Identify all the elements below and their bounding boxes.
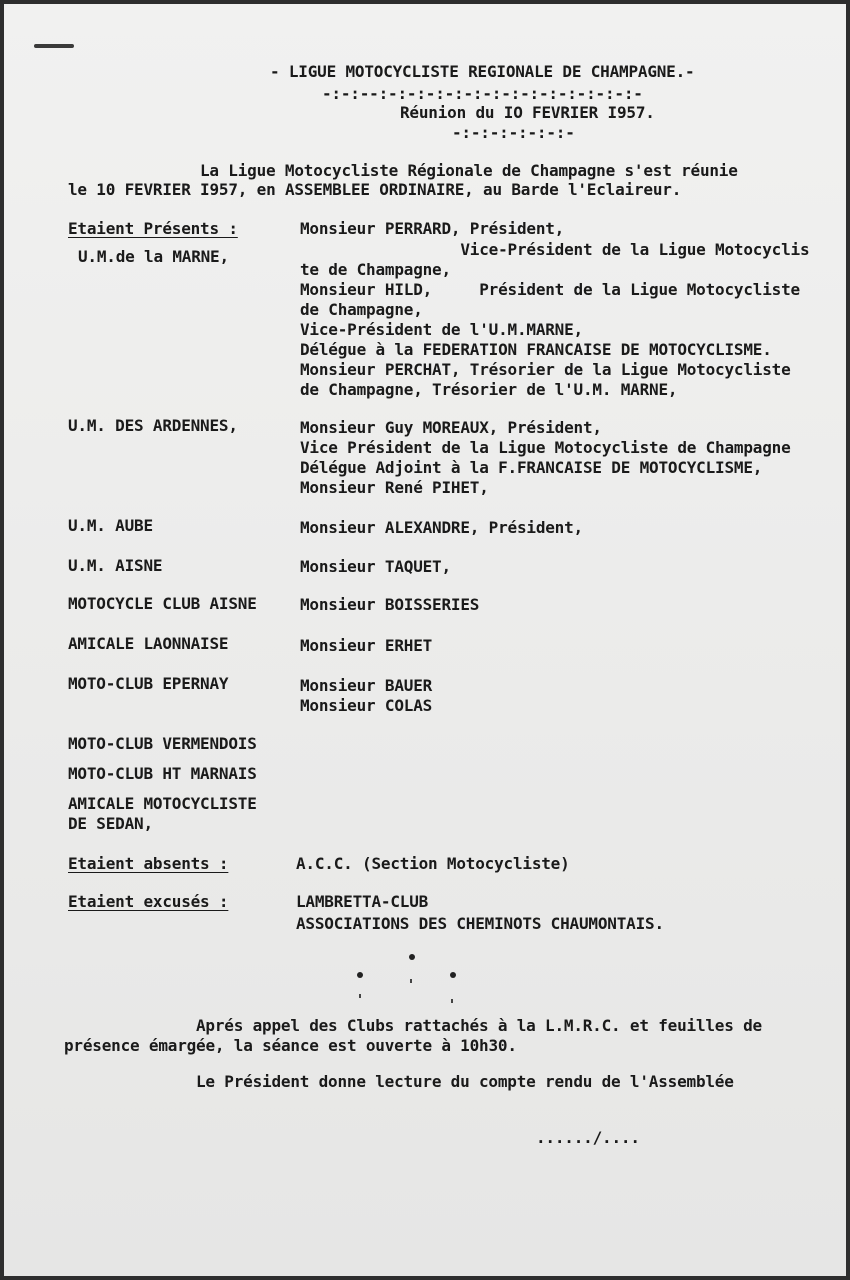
member-line: Monsieur PERRARD, Président,: [300, 219, 565, 238]
member-line: Monsieur Guy MOREAUX, Président,: [300, 418, 602, 437]
club-name: MOTOCYCLE CLUB AISNE: [68, 594, 257, 613]
member-line: Vice-Président de la Ligue Motocyclis: [300, 240, 810, 259]
member-line: Monsieur BAUER: [300, 676, 433, 695]
closing-line-2: présence émargée, la séance est ouverte à 10h30.: [64, 1036, 517, 1055]
club-name-continued: DE SEDAN,: [68, 814, 153, 833]
ornament-mark: [410, 979, 412, 983]
ornament-dot: [357, 972, 363, 978]
member-line: te de Champagne,: [300, 260, 451, 279]
excused-line-1: LAMBRETTA-CLUB: [296, 892, 429, 911]
club-name: AMICALE MOTOCYCLISTE: [68, 794, 257, 813]
document-title: - LIGUE MOTOCYCLISTE REGIONALE DE CHAMPAGNE.-: [270, 62, 695, 81]
club-name: U.M. AUBE: [68, 516, 153, 535]
ornament-dot: [450, 972, 456, 978]
absent-value: A.C.C. (Section Motocycliste): [296, 854, 570, 873]
present-heading: Etaient Présents :: [68, 219, 238, 238]
intro-line-2: le 10 FEVRIER I957, en ASSEMBLEE ORDINAIRE, au Barde l'Eclaireur.: [68, 180, 682, 199]
club-name: U.M.de la MARNE,: [78, 247, 229, 266]
member-line: Vice-Président de l'U.M.MARNE,: [300, 320, 583, 339]
ornament-mark: [359, 994, 361, 998]
closing-line-1: Aprés appel des Clubs rattachés à la L.M.R.C. et feuilles de: [196, 1016, 762, 1035]
club-name: MOTO-CLUB HT MARNAIS: [68, 764, 257, 783]
member-line: Monsieur ERHET: [300, 636, 433, 655]
member-line: Délégue Adjoint à la F.FRANCAISE DE MOTOCYCLISME,: [300, 458, 763, 477]
excused-heading: Etaient excusés :: [68, 892, 229, 911]
absent-heading: Etaient absents :: [68, 854, 229, 873]
member-line: Monsieur PERCHAT, Trésorier de la Ligue Motocycliste: [300, 360, 791, 379]
date-divider: -:-:-:-:-:-:-: [452, 123, 575, 142]
member-line: Monsieur TAQUET,: [300, 557, 451, 576]
member-line: Monsieur René PIHET,: [300, 478, 489, 497]
club-name: U.M. DES ARDENNES,: [68, 416, 238, 435]
member-line: de Champagne, Trésorier de l'U.M. MARNE,: [300, 380, 678, 399]
member-line: de Champagne,: [300, 300, 423, 319]
excused-line-2: ASSOCIATIONS DES CHEMINOTS CHAUMONTAIS.: [296, 914, 664, 933]
document-page: [4, 4, 846, 1276]
ornament-dot: [409, 954, 415, 960]
member-line: Délégue à la FEDERATION FRANCAISE DE MOTOCYCLISME.: [300, 340, 772, 359]
member-line: Monsieur COLAS: [300, 696, 433, 715]
club-name: MOTO-CLUB VERMENDOIS: [68, 734, 257, 753]
member-line: Monsieur ALEXANDRE, Président,: [300, 518, 583, 537]
member-line: Vice Président de la Ligue Motocycliste de Champagne: [300, 438, 791, 457]
ornament-mark: [451, 999, 453, 1003]
club-name: MOTO-CLUB EPERNAY: [68, 674, 229, 693]
intro-line-1: La Ligue Motocycliste Régionale de Champagne s'est réunie: [200, 161, 738, 180]
meeting-date: Réunion du IO FEVRIER I957.: [400, 103, 655, 122]
member-line: Monsieur HILD, Président de la Ligue Motocycliste: [300, 280, 800, 299]
club-name: AMICALE LAONNAISE: [68, 634, 229, 653]
scan-mark: [34, 44, 74, 48]
continuation-marker: ....../....: [536, 1128, 640, 1147]
member-line: Monsieur BOISSERIES: [300, 595, 480, 614]
title-divider: -:-:--:-:-:-:-:-:-:-:-:-:-:-:-:-:-: [322, 84, 643, 103]
closing-line-3: Le Président donne lecture du compte rendu de l'Assemblée: [196, 1072, 734, 1091]
club-name: U.M. AISNE: [68, 556, 163, 575]
